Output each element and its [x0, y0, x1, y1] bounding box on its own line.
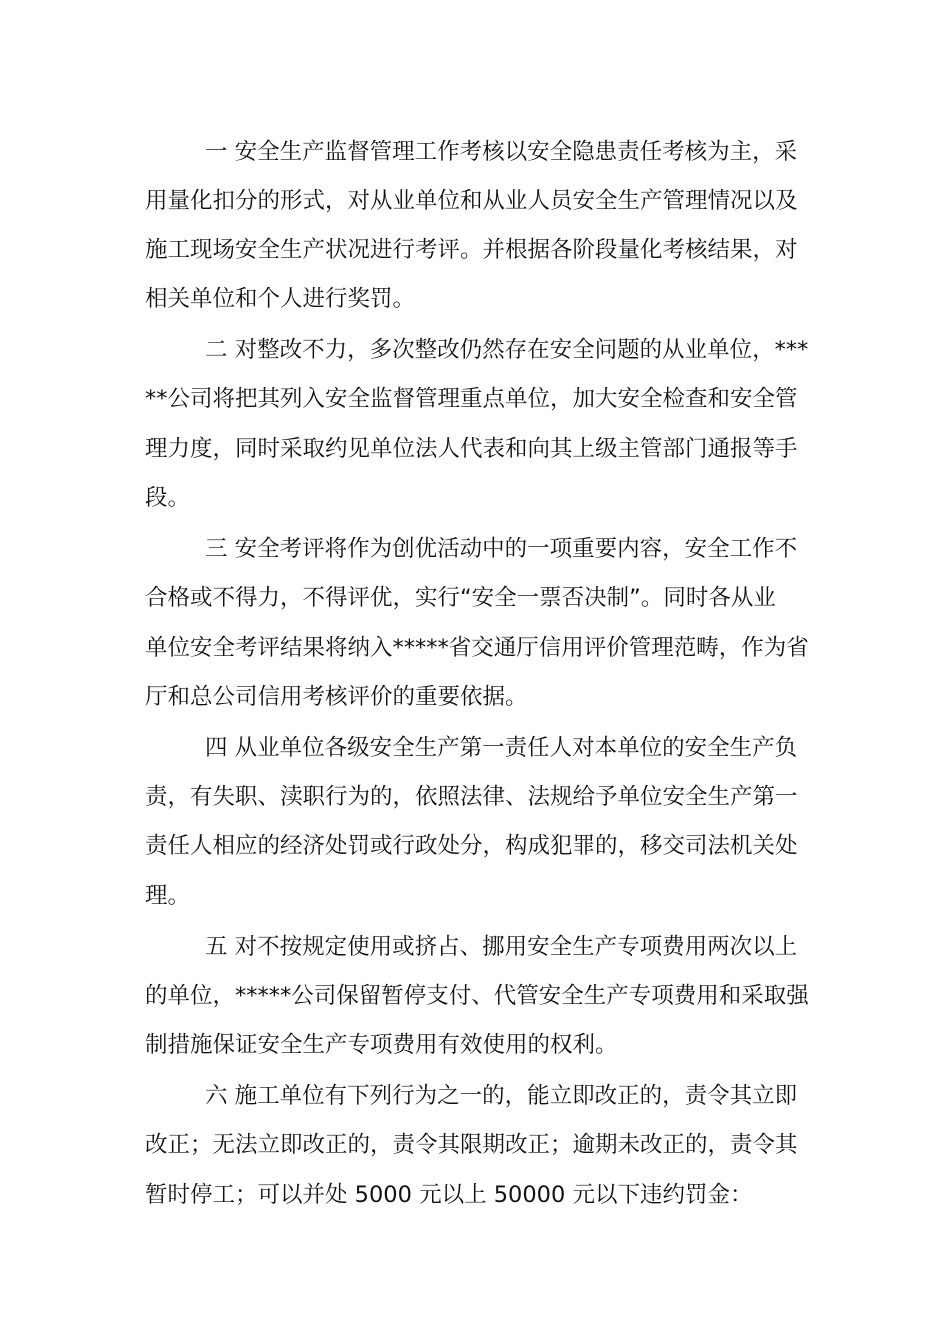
paragraph-4-line-1: 四 从业单位各级安全生产第一责任人对本单位的安全生产负 — [205, 735, 798, 761]
paragraph-3-line-3: 单位安全考评结果将纳入*****省交通厅信用评价管理范畴，作为省 — [145, 635, 809, 661]
paragraph-6-line-3: 暂时停工；可以并处 5000 元以上 50000 元以下违约罚金： — [145, 1182, 753, 1208]
paragraph-3-line-2: 合格或不得力，不得评优，实行“安全一票否决制”。同时各从业 — [145, 585, 776, 611]
paragraph-5-line-1: 五 对不按规定使用或挤占、挪用安全生产专项费用两次以上 — [205, 934, 798, 960]
paragraph-1-line-1: 一 安全生产监督管理工作考核以安全隐患责任考核为主，采 — [205, 139, 798, 165]
paragraph-2-line-3: 理力度，同时采取约见单位法人代表和向其上级主管部门通报等手 — [145, 436, 798, 462]
paragraph-5-line-3: 制措施保证安全生产专项费用有效使用的权利。 — [145, 1032, 618, 1058]
paragraph-2-line-1: 二 对整改不力，多次整改仍然存在安全问题的从业单位，*** — [205, 337, 809, 363]
paragraph-5-line-2: 的单位，*****公司保留暂停支付、代管安全生产专项费用和采取强 — [145, 983, 809, 1009]
paragraph-2-line-4: 段。 — [145, 485, 191, 511]
paragraph-1-line-3: 施工现场安全生产状况进行考评。并根据各阶段量化考核结果，对 — [145, 237, 798, 263]
paragraph-6-line-2: 改正；无法立即改正的，责令其限期改正；逾期未改正的，责令其 — [145, 1132, 798, 1158]
paragraph-3-line-1: 三 安全考评将作为创优活动中的一项重要内容，安全工作不 — [205, 536, 798, 562]
paragraph-1-line-4: 相关单位和个人进行奖罚。 — [145, 286, 416, 312]
paragraph-4-line-3: 责任人相应的经济处罚或行政处分，构成犯罪的，移交司法机关处 — [145, 833, 798, 859]
paragraph-6-line-1: 六 施工单位有下列行为之一的，能立即改正的，责令其立即 — [205, 1083, 798, 1109]
paragraph-3-line-4: 厅和总公司信用考核评价的重要依据。 — [145, 684, 528, 710]
paragraph-4-line-2: 责，有失职、渎职行为的，依照法律、法规给予单位安全生产第一 — [145, 784, 798, 810]
paragraph-2-line-2: **公司将把其列入安全监督管理重点单位，加大安全检查和安全管 — [145, 386, 798, 412]
paragraph-1-line-2: 用量化扣分的形式，对从业单位和从业人员安全生产管理情况以及 — [145, 188, 798, 214]
paragraph-4-line-4: 理。 — [145, 883, 191, 909]
